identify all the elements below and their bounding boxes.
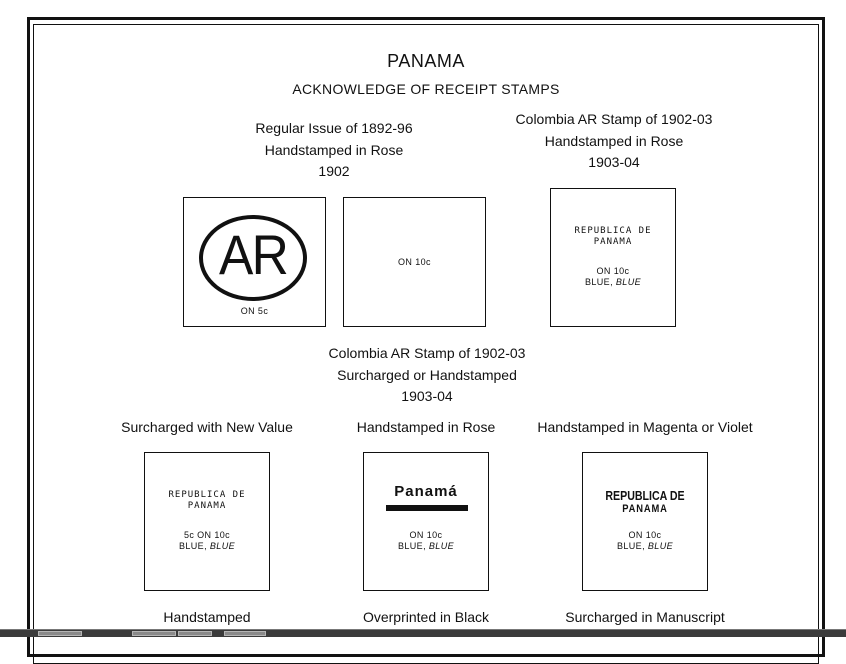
- overprint-line: REPUBLICA DE: [574, 226, 652, 236]
- stamp-box-republica: [550, 188, 676, 327]
- stamp-color-label: BLUE, BLUE: [584, 277, 642, 287]
- ar-emblem-text: AR: [219, 223, 287, 286]
- stamp-box-on10c: [343, 197, 486, 327]
- column-footer: Overprinted in Black: [362, 609, 490, 625]
- caption-line: 1903-04: [401, 388, 453, 404]
- caption-line: Surcharged or Handstamped: [337, 366, 517, 383]
- caption-line: 1902: [318, 163, 350, 179]
- column-heading: Surcharged with New Value: [121, 419, 293, 435]
- stamp-value-label: ON 10c: [596, 266, 630, 276]
- stamp-box-panama-word: [363, 452, 489, 591]
- column-heading: Handstamped in Magenta or Violet: [537, 419, 753, 435]
- stamp-value-label: ON 10c: [628, 530, 662, 540]
- overprint-word: Panamá: [394, 483, 458, 500]
- column-footer: Handstamped: [163, 609, 251, 625]
- stamp-value-label: ON 5c: [240, 306, 269, 316]
- caption-line: Regular Issue of 1892-96: [255, 120, 413, 136]
- stamp-value-label: 5c ON 10c: [183, 530, 231, 540]
- section1-left-caption: [184, 118, 484, 183]
- taskbar-button[interactable]: [178, 631, 212, 636]
- column-heading: Handstamped in Rose: [356, 419, 496, 435]
- column-footer: Surcharged in Manuscript: [565, 609, 725, 625]
- caption-line: Handstamped in Rose: [544, 132, 684, 149]
- caption-line: Handstamped in Rose: [264, 141, 404, 158]
- stamp-color-label: BLUE, BLUE: [616, 541, 674, 551]
- page-subtitle: ACKNOWLEDGE OF RECEIPT STAMPS: [292, 81, 560, 97]
- caption-line: Colombia AR Stamp of 1902-03: [328, 345, 526, 361]
- stamp-value-label: ON 10c: [409, 530, 443, 540]
- stamp-box-republica-bold: [582, 452, 708, 591]
- caption-line: 1903-04: [588, 154, 640, 170]
- overprint-line: PANAMA: [622, 503, 668, 515]
- overprint-line: PANAMA: [593, 237, 633, 247]
- overprint-bar: [386, 505, 468, 511]
- overprint-line: REPUBLICA DE: [605, 489, 685, 503]
- caption-line: Colombia AR Stamp of 1902-03: [515, 111, 713, 127]
- stamp-color-label: BLUE, BLUE: [178, 541, 236, 551]
- section1-right-caption: [464, 109, 764, 174]
- overprint-line: PANAMA: [187, 501, 227, 511]
- stamp-color-label: BLUE, BLUE: [397, 541, 455, 551]
- taskbar-button[interactable]: [132, 631, 176, 636]
- page-title: PANAMA: [387, 51, 465, 71]
- stamp-box-surcharged: [144, 452, 270, 591]
- section2-caption: [277, 343, 577, 408]
- stamp-value-label: ON 10c: [398, 257, 431, 267]
- taskbar-button[interactable]: [38, 631, 82, 636]
- taskbar-button[interactable]: [224, 631, 266, 636]
- stamp-box-ar: [183, 197, 326, 327]
- overprint-line: REPUBLICA DE: [168, 490, 246, 500]
